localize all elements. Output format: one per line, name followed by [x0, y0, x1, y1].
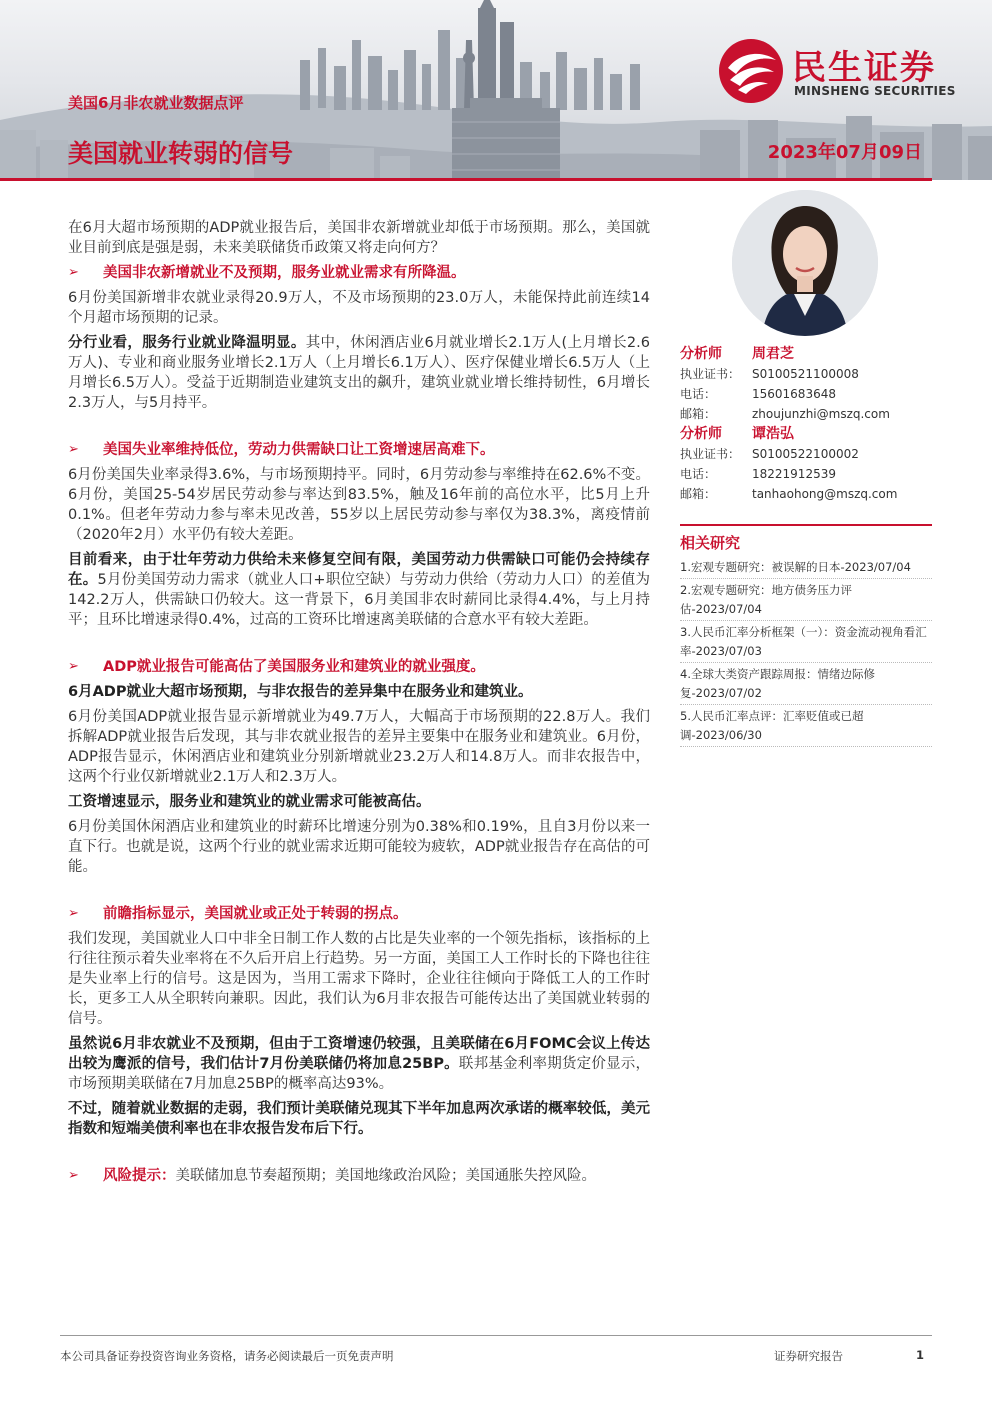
- phone-number: 18221912539: [752, 467, 836, 481]
- paragraph-text: 联邦基金利率期货定价显示，市场预期美联储在7月加息25BP的概率高达93%。: [68, 1056, 650, 1092]
- analyst-cert-row: [680, 444, 932, 464]
- section-heading-text: 前瞻指标显示，美国就业或正处于转弱的拐点。: [103, 906, 408, 922]
- arrow-bullet-icon: ➢: [68, 659, 79, 674]
- report-type: 美国6月非农就业数据点评: [68, 94, 244, 112]
- phone-number: 15601683648: [752, 387, 836, 401]
- section-heading-text: 美国失业率维持低位，劳动力供需缺口让工资增速居高难下。: [103, 442, 495, 458]
- analyst-phone-row: [680, 384, 932, 404]
- section-heading-4: [68, 904, 650, 924]
- analyst-email-row: [680, 484, 932, 504]
- paragraph: [68, 333, 650, 413]
- bold-paragraph: [68, 1099, 650, 1139]
- analyst-photo: [732, 190, 878, 336]
- analyst-phone-row: [680, 464, 932, 484]
- analyst-card: [680, 344, 932, 424]
- bold-lead: 分行业看，服务行业就业降温明显。: [68, 335, 306, 351]
- cert-number: S0100521100008: [752, 367, 859, 381]
- paragraph: 我们发现，美国就业人口中非全日制工作人数的占比是失业率的一个领先指标，该指标的上行往往预示着失业率将在不久后开启上行趋势。另一方面，美国工人工作时长的下降也往往是失业率上行的信号。这是因为，当用工需求下降时，企业往往倾向于降低工人的工作时长，更多工人从全职转向兼职。因此，我们认为6月非农报告可能传达出了美国就业转弱的信号。: [68, 931, 650, 1027]
- analyst-email-row: [680, 404, 932, 424]
- bold-lead: 目前看来，由于壮年劳动力供给未来修复空间有限，美国劳动力供需缺口可能仍会持续存在。: [68, 552, 650, 588]
- report-title: 美国就业转弱的信号: [68, 139, 294, 168]
- bold-paragraph: [68, 792, 650, 812]
- paragraph: 6月份美国ADP就业报告显示新增就业为49.7万人，大幅高于市场预期的22.8万人。我们拆解ADP就业报告后发现，其与非农就业报告的差异主要集中在服务业和建筑业。6月份，ADP报告显示，休闲酒店业和建筑业分别新增就业23.2万人和14.8万人。而非农报告中，这两个行业仅新增就业2.1万人和2.3万人。: [68, 709, 650, 785]
- phone-label: 电话：: [680, 467, 717, 481]
- email-address[interactable]: tanhaohong@mszq.com: [752, 487, 898, 501]
- risk-body: 美联储加息节奏超预期；美国地缘政治风险；美国通胀失控风险。: [175, 1168, 596, 1184]
- arrow-bullet-icon: ➢: [68, 265, 79, 280]
- arrow-bullet-icon: ➢: [68, 906, 79, 921]
- logo-english-name: MINSHENG SECURITIES: [794, 84, 956, 98]
- related-research-item[interactable]: 4.全球大类资产跟踪周报：情绪边际修复-2023/07/02: [680, 665, 932, 705]
- footer-doc-type: 证券研究报告: [774, 1349, 843, 1363]
- paragraph: [68, 550, 650, 630]
- related-research-item[interactable]: 1.宏观专题研究：被误解的日本-2023/07/04: [680, 558, 932, 579]
- related-research-title: 相关研究: [680, 524, 932, 553]
- analyst-cert-row: [680, 364, 932, 384]
- risk-text: [103, 1166, 596, 1186]
- paragraph: 6月份美国新增非农就业录得20.9万人，不及市场预期的23.0万人，未能保持此前连续14个月超市场预期的记录。: [68, 290, 650, 326]
- analyst-role: 分析师: [680, 346, 722, 362]
- section-heading-3: [68, 657, 650, 677]
- paragraph-text: 5月份美国劳动力需求（就业人口+职位空缺）与劳动力供给（劳动力人口）的差值为142.2万人，供需缺口仍较大。这一背景下，6月美国非农时薪同比录得4.4%，与上月持平；且环比增速录得0.4%，过高的工资环比增速离美联储的合意水平有较大差距。: [68, 572, 651, 628]
- footer-disclaimer: 本公司具备证券投资咨询业务资格，请务必阅读最后一页免责声明: [60, 1349, 394, 1363]
- section-heading-1: [68, 263, 650, 283]
- email-address[interactable]: zhoujunzhi@mszq.com: [752, 407, 890, 421]
- related-research-list: [680, 558, 932, 749]
- email-label: 邮箱：: [680, 407, 717, 421]
- report-header: [0, 0, 992, 180]
- analyst-card: [680, 424, 932, 504]
- analyst-role: 分析师: [680, 426, 722, 442]
- analyst-name-row: [680, 424, 932, 444]
- bold-lead: 不过，随着就业数据的走弱，我们预计美联储兑现其下半年加息两次承诺的概率较低，美元指数和短端美债利率也在非农报告发布后下行。: [68, 1101, 650, 1137]
- phone-label: 电话：: [680, 387, 717, 401]
- paragraph-text: 其中，休闲酒店业6月就业增长2.1万人(上月增长2.6万人)、专业和商业服务业增长2.1万人（上月增长6.1万人）、医疗保健业增长6.5万人（上月增长6.5万人）。受益于近期制造业建筑支出的飙升，建筑业就业增长维持韧性，6月增长2.3万人，与5月持平。: [68, 335, 650, 411]
- arrow-bullet-icon: ➢: [68, 1168, 79, 1183]
- paragraph: 6月份美国失业率录得3.6%，与市场预期持平。同时，6月劳动参与率维持在62.6%不变。6月份，美国25-54岁居民劳动参与率达到83.5%，触及16年前的高位水平，比5月上升0.1%。但老年劳动力参与率未见改善，55岁以上居民劳动参与率仅为38.3%，离疫情前（2020年2月）水平仍有较大差距。: [68, 467, 650, 543]
- company-logo: [718, 38, 968, 104]
- section-heading-text: 美国非农新增就业不及预期，服务业就业需求有所降温。: [103, 265, 466, 281]
- paragraph: 6月份美国休闲酒店业和建筑业的时薪环比增速分别为0.38%和0.19%，且自3月份以来一直下行。也就是说，这两个行业的就业需求近期可能较为疲软，ADP就业报告存在高估的可能。: [68, 819, 650, 875]
- analyst-name-row: [680, 344, 932, 364]
- analyst-portrait-icon: [732, 190, 878, 336]
- bold-lead: 6月ADP就业大超市场预期，与非农报告的差异集中在服务业和建筑业。: [68, 684, 533, 700]
- logo-chinese-name: 民生证券: [792, 48, 936, 88]
- footer-divider: [60, 1335, 932, 1336]
- cert-number: S0100522100002: [752, 447, 859, 461]
- risk-warning: [68, 1166, 650, 1186]
- related-research-item[interactable]: 5.人民币汇率点评：汇率贬值或已超调-2023/06/30: [680, 707, 932, 747]
- bold-lead: 工资增速显示，服务业和建筑业的就业需求可能被高估。: [68, 794, 431, 810]
- arrow-bullet-icon: ➢: [68, 442, 79, 457]
- email-label: 邮箱：: [680, 487, 717, 501]
- analyst-name: 谭浩弘: [752, 426, 794, 442]
- related-research-item[interactable]: 3.人民币汇率分析框架（一）：资金流动视角看汇率-2023/07/03: [680, 623, 932, 663]
- minsheng-emblem-icon: [718, 38, 784, 104]
- section-heading-2: [68, 440, 650, 460]
- risk-label: 风险提示：: [103, 1168, 176, 1184]
- bold-lead: 虽然说6月非农就业不及预期，但由于工资增速仍较强，且美联储在6月FOMC会议上传达出较为鹰派的信号，我们估计7月份美联储仍将加息25BP。: [68, 1036, 650, 1072]
- header-divider: [0, 178, 932, 181]
- intro-paragraph: 在6月大超市场预期的ADP就业报告后，美国非农新增就业却低于市场预期。那么，美国就业目前到底是强是弱，未来美联储货币政策又将走向何方？: [68, 220, 650, 256]
- bold-paragraph: [68, 682, 650, 702]
- cert-label: 执业证书：: [680, 447, 741, 461]
- paragraph: [68, 1034, 650, 1094]
- analyst-name: 周君芝: [752, 346, 794, 362]
- page-number: 1: [916, 1348, 925, 1362]
- cert-label: 执业证书：: [680, 367, 741, 381]
- section-heading-text: ADP就业报告可能高估了美国服务业和建筑业的就业强度。: [103, 659, 485, 675]
- related-research-item[interactable]: 2.宏观专题研究：地方债务压力评估-2023/07/04: [680, 581, 932, 621]
- report-date: 2023年07月09日: [767, 142, 922, 163]
- report-body: [68, 218, 650, 1191]
